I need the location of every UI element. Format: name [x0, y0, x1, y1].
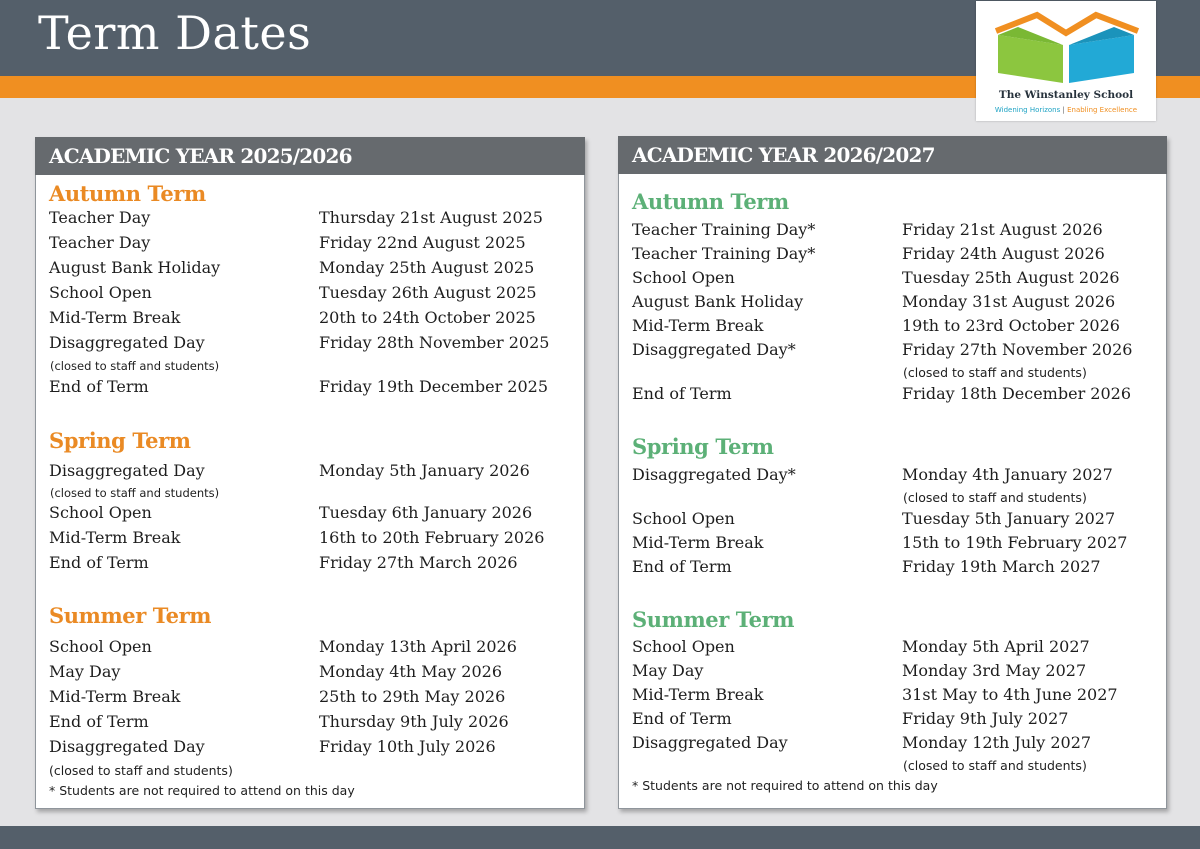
row-date: Tuesday 6th January 2026 [319, 503, 533, 522]
row-date: Tuesday 26th August 2025 [319, 283, 537, 302]
row-date: Friday 9th July 2027 [902, 709, 1069, 728]
row-date: 25th to 29th May 2026 [319, 687, 506, 706]
row-label: School Open [49, 503, 152, 522]
panel-2026-2027 [618, 136, 1167, 809]
row-label: School Open [49, 283, 152, 302]
row-date: Friday 27th November 2026 [902, 340, 1133, 359]
row-date: Monday 5th April 2027 [902, 637, 1090, 656]
row-label: School Open [632, 268, 735, 287]
footnote: * Students are not required to attend on this day [632, 778, 938, 793]
row-date: Monday 13th April 2026 [319, 637, 517, 656]
row-label: Disaggregated Day* [632, 465, 796, 484]
row-label: August Bank Holiday [632, 292, 804, 311]
row-label: End of Term [632, 557, 732, 576]
row-date: Monday 4th May 2026 [319, 662, 502, 681]
closed-note: (closed to staff and students) [903, 365, 1087, 380]
row-label: August Bank Holiday [49, 258, 221, 277]
closed-note: (closed to staff and students) [50, 486, 220, 500]
row-date: Tuesday 5th January 2027 [902, 509, 1116, 528]
row-label: May Day [632, 661, 704, 680]
row-label: Disaggregated Day [49, 333, 205, 352]
row-date: Friday 19th March 2027 [902, 557, 1101, 576]
row-label: Mid-Term Break [49, 308, 181, 327]
row-date: Friday 18th December 2026 [902, 384, 1132, 403]
row-label: End of Term [49, 377, 149, 396]
row-label: Mid-Term Break [632, 533, 764, 552]
row-label: End of Term [49, 712, 149, 731]
row-date: Friday 28th November 2025 [319, 333, 550, 352]
row-label: Teacher Training Day* [632, 244, 816, 263]
row-label: Mid-Term Break [632, 685, 764, 704]
logo-tagline [976, 106, 1156, 114]
row-label: End of Term [49, 553, 149, 572]
row-date: Thursday 21st August 2025 [319, 208, 543, 227]
row-label: Disaggregated Day [49, 737, 205, 756]
row-label: School Open [632, 509, 735, 528]
row-date: 19th to 23rd October 2026 [902, 316, 1120, 335]
row-label: Mid-Term Break [49, 687, 181, 706]
summer-term-heading: Summer Term [49, 603, 212, 628]
row-date: Monday 3rd May 2027 [902, 661, 1087, 680]
logo-school-name: The Winstanley School [998, 89, 1134, 101]
row-label: Teacher Day [49, 208, 151, 227]
row-date: 15th to 19th February 2027 [902, 533, 1128, 552]
row-date: Friday 10th July 2026 [319, 737, 496, 756]
row-label: Teacher Training Day* [632, 220, 816, 239]
row-label: Disaggregated Day [49, 461, 205, 480]
row-date: 16th to 20th February 2026 [319, 528, 545, 547]
closed-note: (closed to staff and students) [903, 758, 1087, 773]
row-date: Monday 25th August 2025 [319, 258, 535, 277]
autumn-term-heading: Autumn Term [49, 181, 206, 206]
row-date: Monday 12th July 2027 [902, 733, 1092, 752]
tagline-part-a: Widening Horizons [994, 106, 1061, 114]
spring-term-heading: Spring Term [632, 434, 774, 459]
tagline-separator: | [1062, 106, 1065, 114]
page-title: Term Dates [38, 6, 312, 60]
row-label: Disaggregated Day* [632, 340, 796, 359]
row-date: Friday 27th March 2026 [319, 553, 518, 572]
row-date: 20th to 24th October 2025 [319, 308, 536, 327]
row-date: Friday 24th August 2026 [902, 244, 1105, 263]
row-date: Monday 31st August 2026 [902, 292, 1116, 311]
closed-note: (closed to staff and students) [903, 490, 1087, 505]
row-label: Mid-Term Break [49, 528, 181, 547]
row-label: End of Term [632, 384, 732, 403]
row-label: May Day [49, 662, 121, 681]
school-logo [976, 1, 1156, 121]
row-label: End of Term [632, 709, 732, 728]
row-date: Thursday 9th July 2026 [319, 712, 509, 731]
row-date: Monday 5th January 2026 [319, 461, 530, 480]
panel-header: ACADEMIC YEAR 2026/2027 [618, 136, 1167, 174]
panel-2025-2026 [35, 137, 585, 809]
row-label: Mid-Term Break [632, 316, 764, 335]
row-date: Friday 19th December 2025 [319, 377, 549, 396]
row-date: Monday 4th January 2027 [902, 465, 1113, 484]
panel-header: ACADEMIC YEAR 2025/2026 [35, 137, 585, 175]
row-label: School Open [49, 637, 152, 656]
spring-term-heading: Spring Term [49, 428, 191, 453]
footnote: * Students are not required to attend on this day [49, 783, 355, 798]
summer-term-heading: Summer Term [632, 607, 795, 632]
book-logo-icon [992, 7, 1140, 87]
autumn-term-heading: Autumn Term [632, 189, 789, 214]
row-date: Tuesday 25th August 2026 [902, 268, 1120, 287]
row-date: Friday 21st August 2026 [902, 220, 1103, 239]
footer-band [0, 826, 1200, 849]
row-label: Teacher Day [49, 233, 151, 252]
closed-note: (closed to staff and students) [50, 359, 220, 373]
row-label: School Open [632, 637, 735, 656]
tagline-part-b: Enabling Excellence [1067, 106, 1138, 114]
row-date: 31st May to 4th June 2027 [902, 685, 1118, 704]
closed-note: (closed to staff and students) [49, 763, 233, 778]
row-label: Disaggregated Day [632, 733, 788, 752]
row-date: Friday 22nd August 2025 [319, 233, 526, 252]
